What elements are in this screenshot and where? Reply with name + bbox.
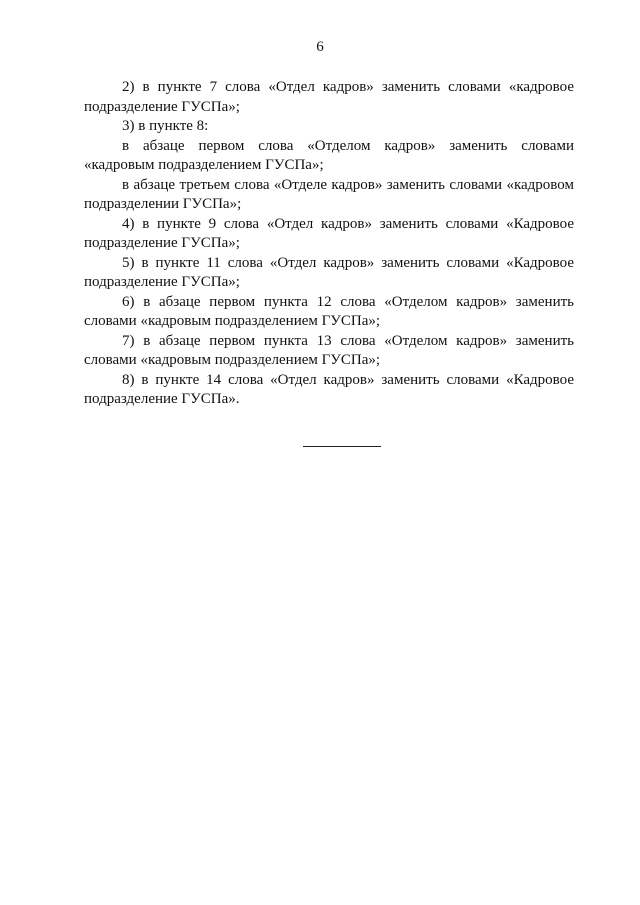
paragraph-item-2: 2) в пункте 7 слова «Отдел кадров» заменить словами «кадровое подразделение ГУСПа»; bbox=[84, 79, 574, 115]
paragraph-item-8: 8) в пункте 14 слова «Отдел кадров» заменить словами «Кадровое подразделение ГУСПа». bbox=[84, 371, 574, 407]
paragraph-item-3: 3) в пункте 8: bbox=[122, 118, 209, 134]
paragraph-item-6: 6) в абзаце первом пункта 12 слова «Отделом кадров» заменить словами «кадровым подразделением ГУСПа»; bbox=[84, 293, 574, 329]
page-number: 6 bbox=[316, 39, 324, 55]
end-separator-line bbox=[303, 446, 381, 447]
paragraph-item-7: 7) в абзаце первом пункта 13 слова «Отделом кадров» заменить словами «кадровым подразделением ГУСПа»; bbox=[84, 332, 574, 368]
paragraph-item-3-sub-2: в абзаце третьем слова «Отделе кадров» заменить словами «кадровом подразделении ГУСПа»; bbox=[84, 176, 574, 212]
document-body bbox=[84, 78, 574, 410]
paragraph-item-4: 4) в пункте 9 слова «Отдел кадров» заменить словами «Кадровое подразделение ГУСПа»; bbox=[84, 215, 574, 251]
paragraph-item-3-sub-1: в абзаце первом слова «Отделом кадров» заменить словами «кадровым подразделением ГУСПа»; bbox=[84, 137, 574, 173]
paragraph-item-5: 5) в пункте 11 слова «Отдел кадров» заменить словами «Кадровое подразделение ГУСПа»; bbox=[84, 254, 574, 290]
